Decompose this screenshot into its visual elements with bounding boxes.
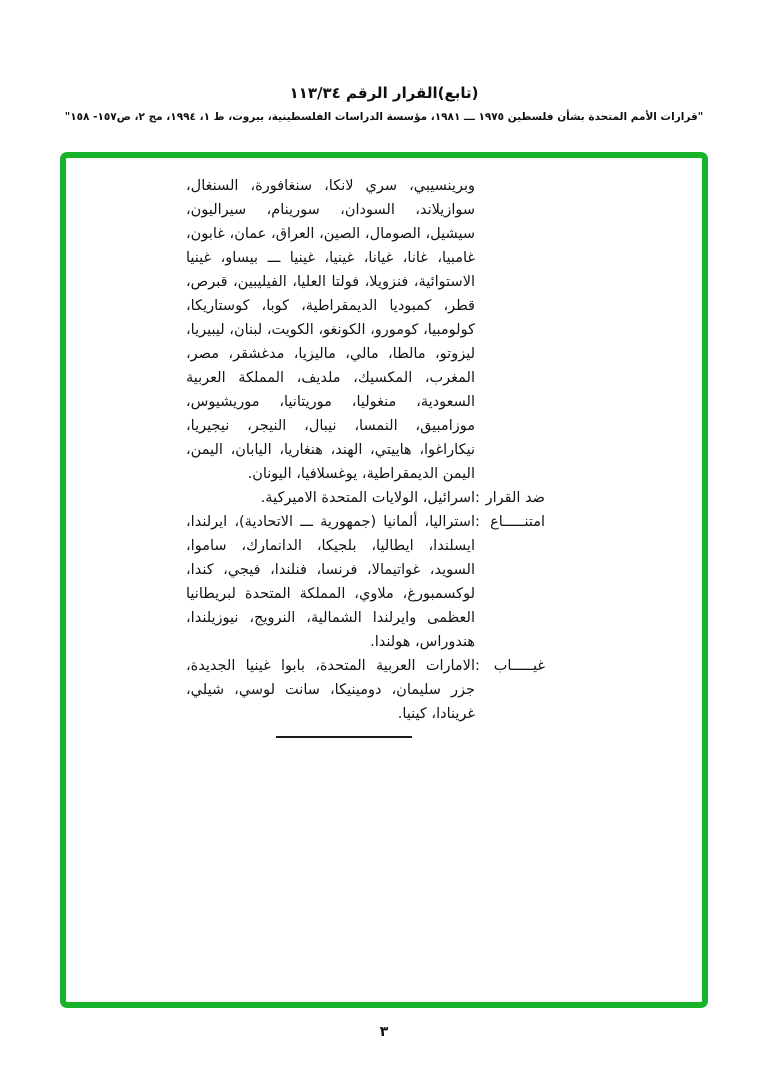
- footnote-separator: [276, 736, 412, 738]
- section-colon: :: [475, 490, 480, 506]
- continued-country-list: وبرينسيبي، سري لانكا، سنغافورة، السنغال، سوازيلاند، السودان، سورينام، سيراليون، سيشيل، الصومال، الصين، العراق، عمان، غابون، غامبيا، غانا، غيانا، غينيا، غينيا ـــ بيساو، غينيا الاستوائية، فنزويلا، فولتا العليا، الفيليبين، قبرص، قطر، كمبوديا الديمقراطية، كوبا، كوستاريكا، كولومبيا، كومورو، الكونغو، الكويت، لبنان، ليبيريا، ليزوتو، مالطا، مالي، ماليزيا، مدغشقر، مصر، المغرب، المكسيك، ملديف، المملكة العربية السعودية، منغوليا، موريتانيا، موريشيوس، موزامبيق، النمسا، نيبال، النيجر، نيجيريا، نيكاراغوا، هاييتي، الهند، هنغاريا، اليابان، اليمن، اليمن الديمقراطية، يوغسلافيا، اليونان.: [186, 178, 475, 482]
- section-absent: [186, 654, 545, 726]
- section-colon: :: [475, 658, 480, 674]
- section-label: امتنـــــاع: [490, 514, 545, 530]
- citation-line: "قرارات الأمم المتحدة بشأن فلسطين ١٩٧٥ ـــ ١٩٨١، مؤسسة الدراسات الفلسطينية، بيروت، ط ١، ١٩٩٤، مج ٢، ص١٥٧- ١٥٨": [64, 111, 704, 123]
- section-label-cell: [475, 510, 545, 654]
- section-body: الامارات العربية المتحدة، بابوا غينيا الجديدة، جزر سليمان، دومينيكا، سانت لوسي، شيلي، غرينادا، كينيا.: [186, 658, 475, 722]
- section-label: ضد القرار: [485, 490, 545, 506]
- green-annotation-box: [60, 152, 708, 1008]
- section-body: استراليا، ألمانيا (جمهورية ـــ الاتحادية)، ايرلندا، ايسلندا، ايطاليا، بلجيكا، الدانمارك، ساموا، السويد، غواتيمالا، فرنسا، فنلندا، فيجي، كندا، لوكسمبورغ، ملاوي، المملكة المتحدة لبريطانيا العظمى وايرلندا الشمالية، النرويج، نيوزيلندا، هندوراس، هولندا.: [186, 514, 475, 650]
- section-label-cell: [475, 486, 545, 510]
- section-against: [186, 486, 545, 510]
- section-label-cell: [475, 654, 545, 726]
- section-label: غيـــــاب: [493, 658, 545, 674]
- vote-text-block: [66, 158, 702, 738]
- section-body: اسرائيل، الولايات المتحدة الاميركية.: [260, 490, 475, 506]
- section-colon: :: [475, 514, 480, 530]
- page-title: (تابع)القرار الرقم ١١٣/٣٤: [289, 84, 479, 102]
- page-number: ٣: [379, 1024, 389, 1040]
- section-abstain: [186, 510, 545, 654]
